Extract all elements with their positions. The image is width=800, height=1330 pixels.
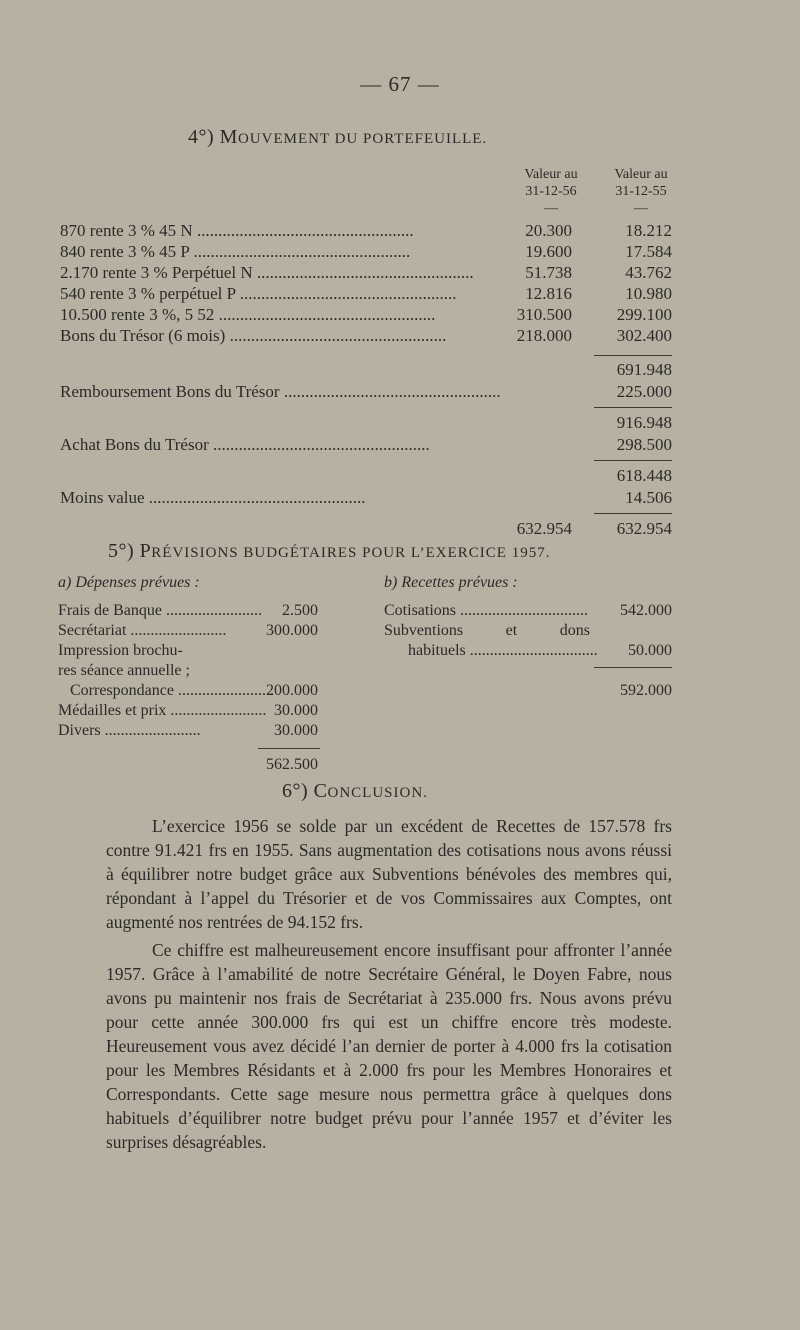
- section-4-title-initial: M: [219, 126, 238, 148]
- depense-row: res séance annuelle ;: [58, 662, 190, 679]
- recette-label: Subventions et dons: [384, 622, 590, 639]
- total-1956: 632.954: [516, 519, 572, 538]
- subtotal-rule: [594, 355, 672, 356]
- subtotal-1: 691.948: [616, 360, 672, 379]
- conclusion-text: [106, 814, 672, 1154]
- depenses-title: a) Dépenses prévues :: [58, 574, 200, 591]
- recettes-total: 592.000: [620, 682, 672, 699]
- section-4-number: 4°): [188, 126, 215, 148]
- total-1955: 632.954: [616, 519, 672, 538]
- conclusion-paragraph: Ce chiffre est malheureusement encore insuffisant pour affronter l’année 1957. Grâce à l’amabilité de notre Secrétaire Général, le Doyen Fabre, nous avons pu maintenir nos frais de Secrétariat à 235.000 frs. Nous avons prévu pour cette année 300.000 frs qui est un chiffre encore très modeste. Heureusement vous avez décidé l’an dernier de porter à 4.000 frs la cotisation pour les Membres Résidants et à 2.000 frs pour les Membres Honoraires et Correspondants. Cette sage mesure nous permettra grâce à quelques dons habituels d’équilibrer notre budget prévu pour l’année 1957 et d’éviter les surprises désagréables.: [106, 940, 672, 1152]
- depenses-total: 562.500: [266, 756, 318, 773]
- section-4-title-rest: OUVEMENT DU PORTEFEUILLE.: [237, 131, 488, 147]
- column-header-1955: Valeur au 31-12-55 —: [614, 167, 668, 216]
- document-page: — 67 — 4°) MOUVEMENT DU PORTEFEUILLE. Valeur au 31-12-56 — Valeur au 31-12-55 — 870 rente 3 % 45 N ................................................... 20.300 18.212 840 rente 3 % 45 P ................................................... 19.600 17.584 2.170 rente 3 % Perpétuel N ................................................... 51.738 43.762 540 rente 3 % perpétuel P ................................................... 12.816 10.980 10.500 rente 3 %, 5 52 ................................................... 310.500 299.100 Bons du Trésor (6 mois) ................................................... 218.000 302.400 691.948 Remboursement Bons du Trésor ................................................... 225.000 916.948 Achat Bons du Trésor ................................................... 298.500 618.448 Moins value ................................................... 14.506 632.954 632.954 5°) PRÉVISIONS BUDGÉTAIRES POUR L’EXERCICE 1957. a) Dépenses prévues : Frais de Banque ........................ 2.500 Secrétariat ........................ 300.000 Impression brochu- res séance annuelle ; Correspondance ........................ 200.000 Médailles et prix ........................ 30.000 Divers ........................ 30.000 562.500 b) Recettes prévues : Cotisations ................................ 542.000 Subventions et dons habituels ................................ 50.000 592.000 6°) CONCLUSION. L’exercice 1956 se solde par un excédent de Recettes de 157.578 frs contre 91.421 frs en 1955. Sans augmentation des cotisations nous avons réussi à équilibrer notre budget grâce aux Subventions bénévoles des membres qui, répondant à l’appel du Trésorier et de vos Commissaires aux Comptes, ont augmenté nos rentrées de 94.152 frs. Ce chiffre est malheureusement encore insuffisant pour affronter l’année 1957. Grâce à l’amabilité de notre Secrétaire Général, le Doyen Fabre, nous avons pu maintenir nos frais de Secrétariat à 235.000 frs. Nous avons prévu pour cette année 300.000 frs qui est un chiffre encore très modeste. Heureusement vous avez décidé l’an dernier de porter à 4.000 frs la cotisation pour les Membres Résidants et à 2.000 frs pour les Membres Honoraires et Correspondants. Cette sage mesure nous permettra grâce à quelques dons habituels d’équilibrer notre budget prévu pour l’année 1957 et d’éviter les surprises désagréables.: [0, 0, 800, 1330]
- page-number: — 67 —: [360, 72, 440, 96]
- subtotal-3: 618.448: [616, 466, 672, 485]
- section-4-title: [188, 126, 487, 149]
- subtotal-rule: [594, 407, 672, 408]
- total-rule: [594, 513, 672, 514]
- depense-row: Impression brochu-: [58, 642, 183, 659]
- section-6-title: 6°) CONCLUSION.: [282, 780, 428, 802]
- column-header-1956: Valeur au 31-12-56 —: [524, 167, 578, 216]
- conclusion-paragraph: L’exercice 1956 se solde par un excédent de Recettes de 157.578 frs contre 91.421 frs en 1955. Sans augmentation des cotisations nous avons réussi à équilibrer notre budget grâce aux Subventions bénévoles des membres qui, répondant à l’appel du Trésorier et de vos Commissaires aux Comptes, ont augmenté nos rentrées de 94.152 frs.: [106, 816, 672, 932]
- section-5-title: 5°) PRÉVISIONS BUDGÉTAIRES POUR L’EXERCICE 1957.: [108, 540, 551, 562]
- subtotal-rule: [594, 460, 672, 461]
- depenses-total-rule: [258, 748, 320, 749]
- recettes-title: b) Recettes prévues :: [384, 574, 518, 591]
- recettes-total-rule: [594, 667, 672, 668]
- subtotal-2: 916.948: [616, 413, 672, 432]
